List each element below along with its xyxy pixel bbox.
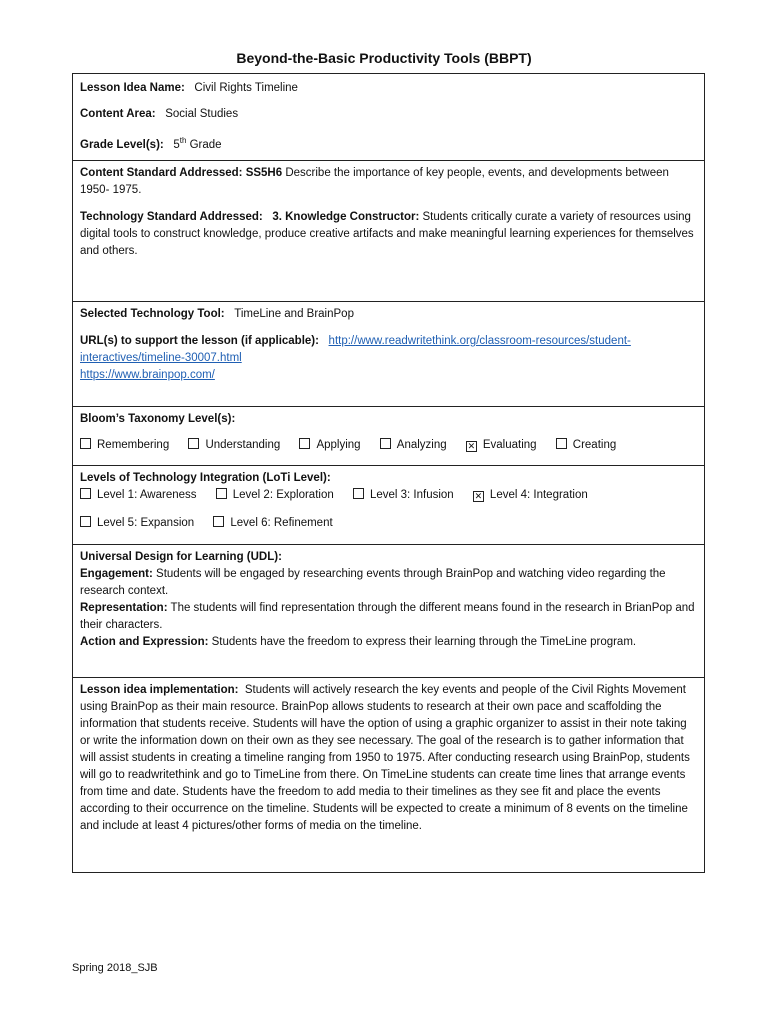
blooms-label: Bloom’s Taxonomy Level(s): [80, 413, 236, 425]
content-standard-label: Content Standard Addressed: SS5H6 [80, 167, 283, 179]
url-link-readwritethink[interactable]: http://www.readwritethink.org/classroom-resources/student-interactives/timeline-30007.html [80, 335, 631, 364]
blooms-cell [73, 407, 705, 466]
tool-row [73, 302, 705, 407]
implementation-cell [73, 678, 705, 873]
engagement-label: Engagement: [80, 568, 153, 580]
grade-label: Grade Level(s): [80, 138, 164, 151]
blooms-option-evaluating[interactable]: ✕ Evaluating [467, 439, 537, 451]
loti-option-level2[interactable]: Level 2: Exploration [216, 487, 334, 504]
loti-options-row2 [80, 515, 697, 532]
action-expression-label: Action and Expression: [80, 636, 209, 648]
lesson-info-cell [73, 74, 705, 161]
representation-label: Representation: [80, 602, 168, 614]
checkbox-icon [216, 488, 227, 499]
loti-option-level5[interactable]: Level 5: Expansion [80, 515, 194, 532]
content-area-label: Content Area: [80, 108, 156, 120]
checked-checkbox-icon: ✕ [474, 491, 483, 501]
url-link-brainpop[interactable]: https://www.brainpop.com/ [80, 369, 215, 381]
checkbox-icon [213, 516, 224, 527]
representation-text: The students will find representation through the different means found in the research in BrianPop and their characters. [80, 602, 695, 631]
checkbox-icon [353, 488, 364, 499]
blooms-option-understanding[interactable]: Understanding [188, 437, 280, 454]
checkbox-icon [188, 438, 199, 449]
blooms-row [73, 407, 705, 466]
loti-option-level1[interactable]: Level 1: Awareness [80, 487, 197, 504]
loti-option-level6[interactable]: Level 6: Refinement [213, 515, 332, 532]
loti-options-row1 [80, 487, 697, 504]
selected-tool: TimeLine and BrainPop [234, 308, 354, 320]
tool-cell [73, 302, 705, 407]
lesson-name-label: Lesson Idea Name: [80, 82, 185, 94]
implementation-text: Students will actively research the key events and people of the Civil Rights Movement using BrainPop as their main resource. BrainPop allows students to research at their own pace and scaffolding the information that students receive. Students will have the option of using a graphic organizer to assist in their note taking or write the information down on their own as they see necessary. The goal of the research is to gather information that will assist students in creating a timeline ranging from 1950 to 1975. After conducting research using BrainPop, students will go to readwritethink and go to TimeLine from there. On TimeLine students can create time lines that arrange events from time and date. Students have the freedom to add media to their timelines as they see fit and place the events according to their occurrence on the timeline. Students will be expected to create a minimum of 8 events on the timeline and include at least 4 pictures/other forms of media on the timeline. [80, 684, 690, 832]
tech-standard-text: Students critically curate a variety of resources using digital tools to construct knowledge, produce creative artifacts and make meaningful learning experiences for themselves and others. [80, 211, 694, 257]
checked-checkbox-icon: ✕ [467, 441, 476, 451]
selected-tool-label: Selected Technology Tool: [80, 308, 225, 320]
blooms-option-analyzing[interactable]: Analyzing [380, 437, 447, 454]
tech-standard-label: Technology Standard Addressed: [80, 211, 263, 223]
footer-text: Spring 2018_SJB [72, 962, 158, 974]
lesson-table [72, 73, 705, 873]
document-title: Beyond-the-Basic Productivity Tools (BBPT) [236, 50, 532, 66]
lesson-name: Civil Rights Timeline [194, 82, 298, 94]
udl-label: Universal Design for Learning (UDL): [80, 551, 282, 563]
checkbox-icon [80, 438, 91, 449]
implementation-label: Lesson idea implementation: [80, 684, 239, 696]
url-label: URL(s) to support the lesson (if applicable): [80, 335, 319, 347]
blooms-options [80, 437, 697, 454]
blooms-option-applying[interactable]: Applying [299, 437, 360, 454]
checkbox-icon [299, 438, 310, 449]
checkbox-icon [380, 438, 391, 449]
tech-standard-number: 3. Knowledge Constructor: [272, 211, 420, 223]
loti-row [73, 466, 705, 545]
action-expression-text: Students have the freedom to express their learning through the TimeLine program. [211, 636, 637, 648]
content-area: Social Studies [165, 108, 239, 120]
standards-cell [73, 161, 705, 302]
standards-row [73, 161, 705, 302]
loti-cell [73, 466, 705, 545]
engagement-text: Students will be engaged by researching events through BrainPop and watching video regarding the research context. [80, 568, 666, 597]
loti-option-level4[interactable]: ✕ Level 4: Integration [474, 489, 588, 501]
grade-value: 5th Grade [173, 136, 222, 151]
content-standard-text: Describe the importance of key people, events, and developments between 1950- 1975. [80, 167, 669, 196]
implementation-row [73, 678, 705, 873]
checkbox-icon [80, 488, 91, 499]
checkbox-icon [556, 438, 567, 449]
blooms-option-remembering[interactable]: Remembering [80, 437, 169, 454]
blooms-option-creating[interactable]: Creating [556, 437, 616, 454]
lesson-info-row [73, 74, 705, 161]
udl-row [73, 545, 705, 678]
loti-option-level3[interactable]: Level 3: Infusion [353, 487, 454, 504]
checkbox-icon [80, 516, 91, 527]
udl-cell [73, 545, 705, 678]
loti-label: Levels of Technology Integration (LoTi Level): [80, 472, 331, 484]
